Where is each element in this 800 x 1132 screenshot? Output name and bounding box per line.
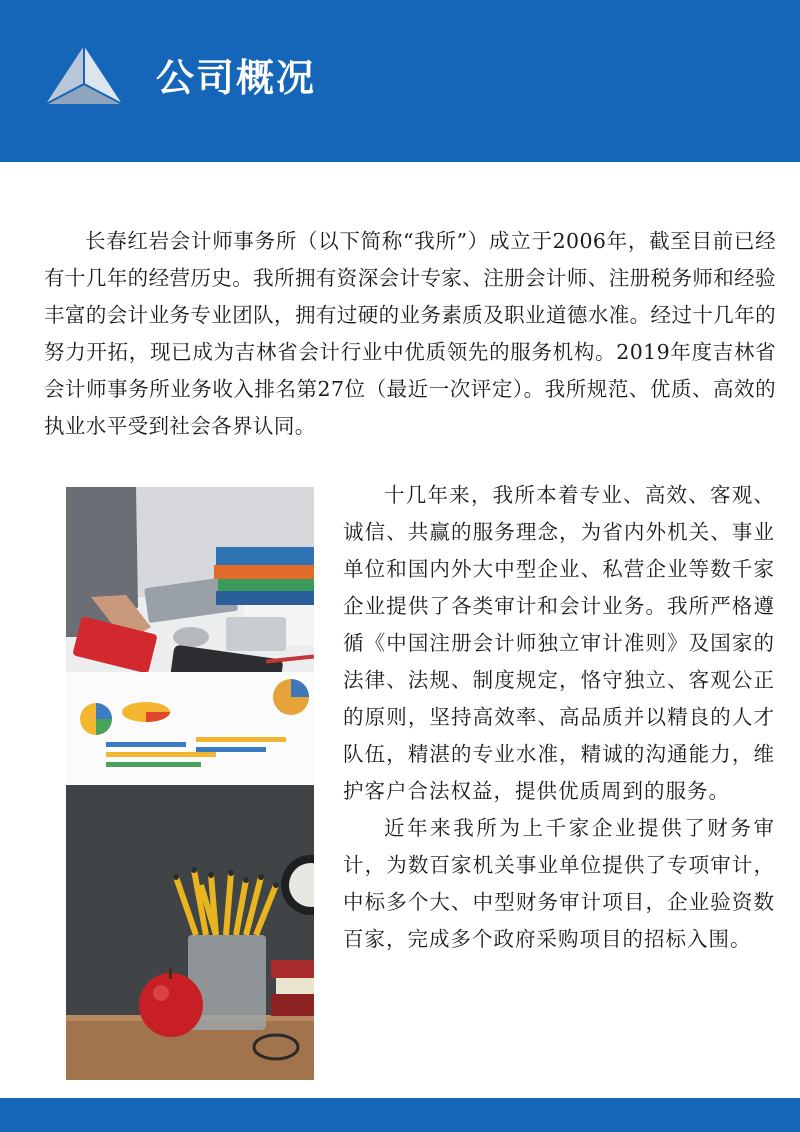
- footer-bar: [0, 1098, 800, 1132]
- body-paragraph-2: 近年来我所为上千家企业提供了财务审计，为数百家机关事业单位提供了专项审计，中标多个大、中型财务审计项目，企业验资数百家，完成多个政府采购项目的招标入围。: [343, 816, 775, 951]
- triangle-logo-icon: [44, 44, 124, 106]
- body-paragraph-1: 十几年来，我所本着专业、高效、客观、诚信、共赢的服务理念，为省内外机关、事业单位和国内外大中型企业、私营企业等数千家企业提供了各类审计和会计业务。我所严格遵循《中国注册会计师独立审计准则》及国家的法律、法规、制度规定，恪守独立、客观公正的原则，坚持高效率、高品质并以精良的人才队伍，精湛的专业水准，精诚的沟通能力，维护客户合法权益，提供优质周到的服务。: [343, 483, 775, 803]
- intro-paragraph: 长春红岩会计师事务所（以下简称“我所”）成立于2006年，截至目前已经有十几年的经营历史。我所拥有资深会计专家、注册会计师、注册税务师和经验丰富的会计业务专业团队，拥有过硬的业务素质及职业道德水准。经过十几年的努力开拓，现已成为吉林省会计行业中优质领先的服务机构。2019年度吉林省会计师事务所业务收入排名第27位（最近一次评定）。我所规范、优质、高效的执业水平受到社会各界认同。: [44, 229, 776, 438]
- page-title: 公司概况: [156, 56, 317, 100]
- accounting-desk-photo: [66, 487, 314, 785]
- body-text: [343, 477, 775, 958]
- header-banner: [0, 0, 800, 162]
- pencils-apple-chalkboard-photo: [66, 785, 314, 1080]
